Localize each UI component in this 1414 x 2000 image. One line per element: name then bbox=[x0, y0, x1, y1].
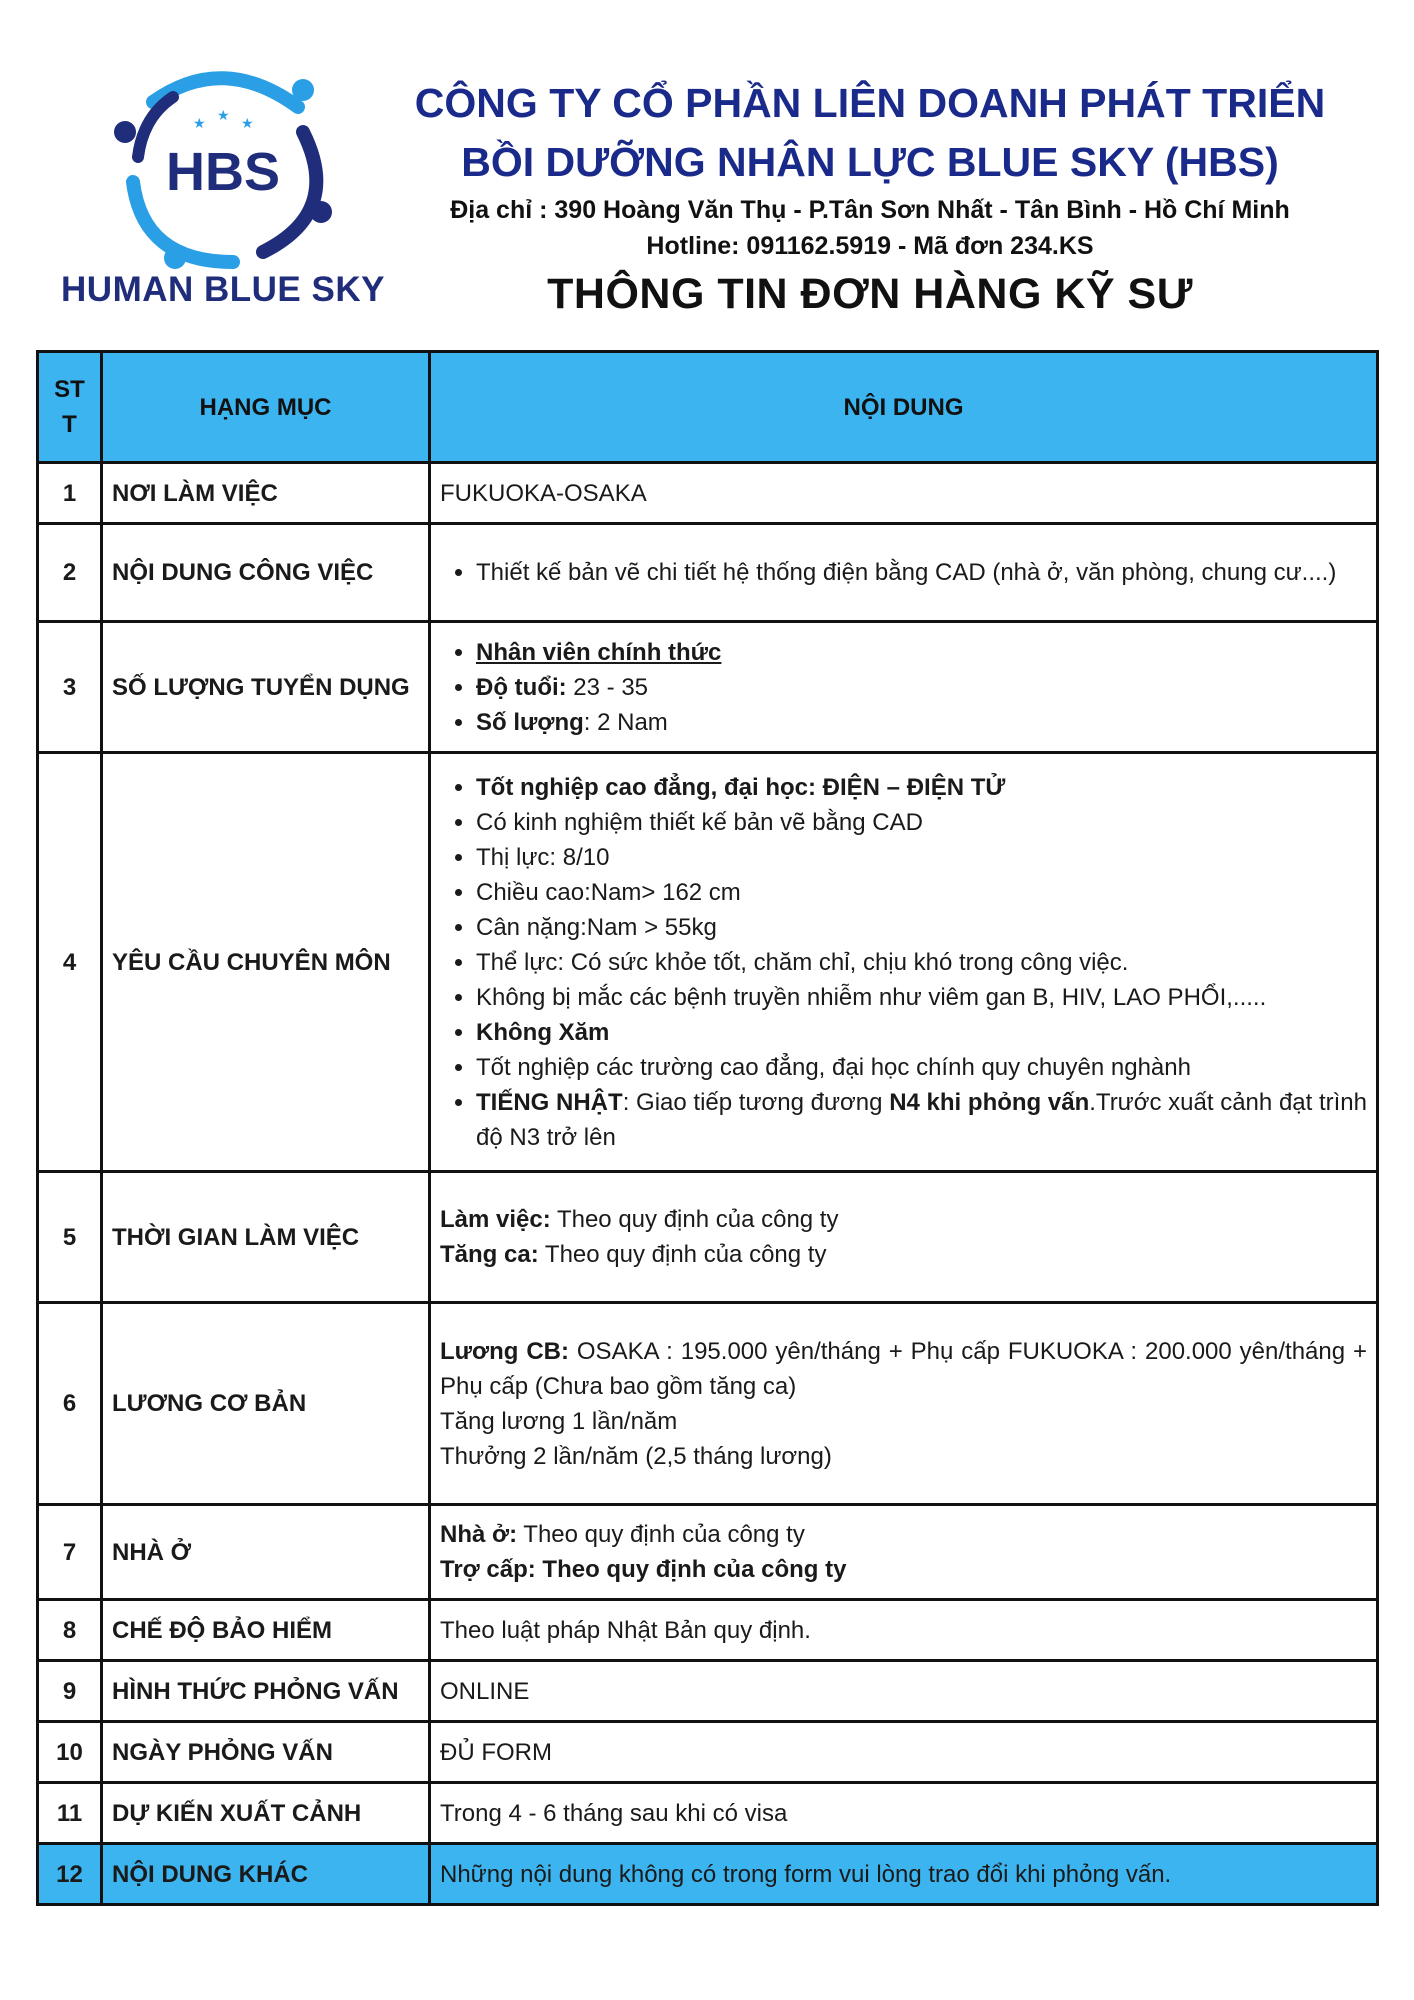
order-info-table bbox=[36, 350, 1379, 1906]
row-content bbox=[430, 753, 1378, 1172]
company-logo bbox=[58, 62, 388, 322]
row-number: 9 bbox=[38, 1661, 102, 1722]
row-item: NGÀY PHỎNG VẤN bbox=[102, 1722, 430, 1783]
row-item: NỘI DUNG CÔNG VIỆC bbox=[102, 524, 430, 622]
company-name-line2: BỒI DƯỠNG NHÂN LỰC BLUE SKY (HBS) bbox=[461, 139, 1279, 185]
row-item: SỐ LƯỢNG TUYỂN DỤNG bbox=[102, 622, 430, 753]
list-item: • Chiều cao:Nam> 162 cm bbox=[476, 875, 1367, 910]
row-item: HÌNH THỨC PHỎNG VẤN bbox=[102, 1661, 430, 1722]
row-content: ONLINE bbox=[430, 1661, 1378, 1722]
row-item: DỰ KIẾN XUẤT CẢNH bbox=[102, 1783, 430, 1844]
list-item: • Thiết kế bản vẽ chi tiết hệ thống điện bằng CAD (nhà ở, văn phòng, chung cư....) bbox=[476, 555, 1367, 590]
svg-text:★: ★ bbox=[193, 115, 206, 131]
table-row bbox=[38, 1303, 1378, 1505]
list-item: • Thị lực: 8/10 bbox=[476, 840, 1367, 875]
table-row bbox=[38, 1600, 1378, 1661]
row-number: 7 bbox=[38, 1505, 102, 1600]
list-item: • Tốt nghiệp các trường cao đẳng, đại học chính quy chuyên nghành bbox=[476, 1050, 1367, 1085]
list-item: • Không bị mắc các bệnh truyền nhiễm như viêm gan B, HIV, LAO PHỔI,..... bbox=[476, 980, 1367, 1015]
content-line: Nhà ở: Theo quy định của công ty bbox=[440, 1521, 805, 1548]
svg-text:★: ★ bbox=[241, 115, 254, 131]
list-item: • Không Xăm bbox=[476, 1015, 1367, 1050]
row-item: THỜI GIAN LÀM VIỆC bbox=[102, 1172, 430, 1303]
logo-brand-text: HUMAN BLUE SKY bbox=[61, 270, 385, 309]
company-address: Địa chỉ : 390 Hoàng Văn Thụ - P.Tân Sơn Nhất - Tân Bình - Hồ Chí Minh bbox=[450, 196, 1290, 224]
list-item: • Nhân viên chính thức bbox=[476, 635, 1367, 670]
svg-text:★: ★ bbox=[217, 107, 230, 123]
table-row bbox=[38, 463, 1378, 524]
table-row bbox=[38, 1783, 1378, 1844]
header-stt: ST T bbox=[38, 352, 102, 463]
list-item: • Số lượng: 2 Nam bbox=[476, 705, 1367, 740]
content-line: Trợ cấp: Theo quy định của công ty bbox=[440, 1556, 847, 1583]
list-item: • Có kinh nghiệm thiết kế bản vẽ bằng CAD bbox=[476, 805, 1367, 840]
row-number: 11 bbox=[38, 1783, 102, 1844]
header-item: HẠNG MỤC bbox=[102, 352, 430, 463]
row-item: NỘI DUNG KHÁC bbox=[102, 1844, 430, 1905]
row-content: ĐỦ FORM bbox=[430, 1722, 1378, 1783]
list-item: • Cân nặng:Nam > 55kg bbox=[476, 910, 1367, 945]
content-line: Tăng lương 1 lần/năm bbox=[440, 1407, 678, 1435]
logo-emblem-icon bbox=[113, 62, 333, 272]
row-content: Trong 4 - 6 tháng sau khi có visa bbox=[430, 1783, 1378, 1844]
row-number: 8 bbox=[38, 1600, 102, 1661]
content-line: Lương CB: OSAKA : 195.000 yên/tháng + Phụ cấp FUKUOKA : 200.000 yên/tháng + Phụ cấp (Chưa bao gồm tăng ca) bbox=[440, 1337, 1367, 1400]
table-row bbox=[38, 753, 1378, 1172]
row-number: 1 bbox=[38, 463, 102, 524]
company-hotline: Hotline: 091162.5919 - Mã đơn 234.KS bbox=[646, 232, 1094, 260]
row-content bbox=[430, 1303, 1378, 1505]
table-row bbox=[38, 1505, 1378, 1600]
row-number: 10 bbox=[38, 1722, 102, 1783]
row-item: NHÀ Ở bbox=[102, 1505, 430, 1600]
row-item: LƯƠNG CƠ BẢN bbox=[102, 1303, 430, 1505]
row-content: Những nội dung không có trong form vui lòng trao đổi khi phỏng vấn. bbox=[430, 1844, 1378, 1905]
list-item: • Thể lực: Có sức khỏe tốt, chăm chỉ, chịu khó trong công việc. bbox=[476, 945, 1367, 980]
row-content bbox=[430, 1505, 1378, 1600]
table-row-highlighted bbox=[38, 1844, 1378, 1905]
header-content: NỘI DUNG bbox=[430, 352, 1378, 463]
table-row bbox=[38, 622, 1378, 753]
row-number: 3 bbox=[38, 622, 102, 753]
content-line: Thưởng 2 lần/năm (2,5 tháng lương) bbox=[440, 1442, 832, 1470]
row-number: 2 bbox=[38, 524, 102, 622]
table-row bbox=[38, 1722, 1378, 1783]
table-row bbox=[38, 524, 1378, 622]
row-content bbox=[430, 524, 1378, 622]
row-content: Theo luật pháp Nhật Bản quy định. bbox=[430, 1600, 1378, 1661]
row-item: YÊU CẦU CHUYÊN MÔN bbox=[102, 753, 430, 1172]
row-content bbox=[430, 1172, 1378, 1303]
table-row bbox=[38, 1661, 1378, 1722]
table-header-row bbox=[38, 352, 1378, 463]
page-title: THÔNG TIN ĐƠN HÀNG KỸ SƯ bbox=[547, 270, 1193, 318]
row-number: 6 bbox=[38, 1303, 102, 1505]
list-item: • Độ tuổi: 23 - 35 bbox=[476, 670, 1367, 705]
list-item: • Tốt nghiệp cao đẳng, đại học: ĐIỆN – ĐIỆN TỬ bbox=[476, 770, 1367, 805]
row-item: CHẾ ĐỘ BẢO HIỂM bbox=[102, 1600, 430, 1661]
row-content bbox=[430, 622, 1378, 753]
row-number: 12 bbox=[38, 1844, 102, 1905]
logo-monogram: HBS bbox=[165, 142, 281, 202]
row-number: 4 bbox=[38, 753, 102, 1172]
row-number: 5 bbox=[38, 1172, 102, 1303]
company-name-line1: CÔNG TY CỔ PHẦN LIÊN DOANH PHÁT TRIỂN bbox=[414, 80, 1326, 126]
list-item: • TIẾNG NHẬT: Giao tiếp tương đương N4 khi phỏng vấn.Trước xuất cảnh đạt trình độ N3 trở lên bbox=[476, 1085, 1367, 1155]
company-header bbox=[390, 74, 1350, 264]
row-item: NƠI LÀM VIỆC bbox=[102, 463, 430, 524]
table-row bbox=[38, 1172, 1378, 1303]
content-line: Làm việc: Theo quy định của công ty bbox=[440, 1206, 839, 1233]
content-line: Tăng ca: Theo quy định của công ty bbox=[440, 1241, 827, 1268]
row-content: FUKUOKA-OSAKA bbox=[430, 463, 1378, 524]
